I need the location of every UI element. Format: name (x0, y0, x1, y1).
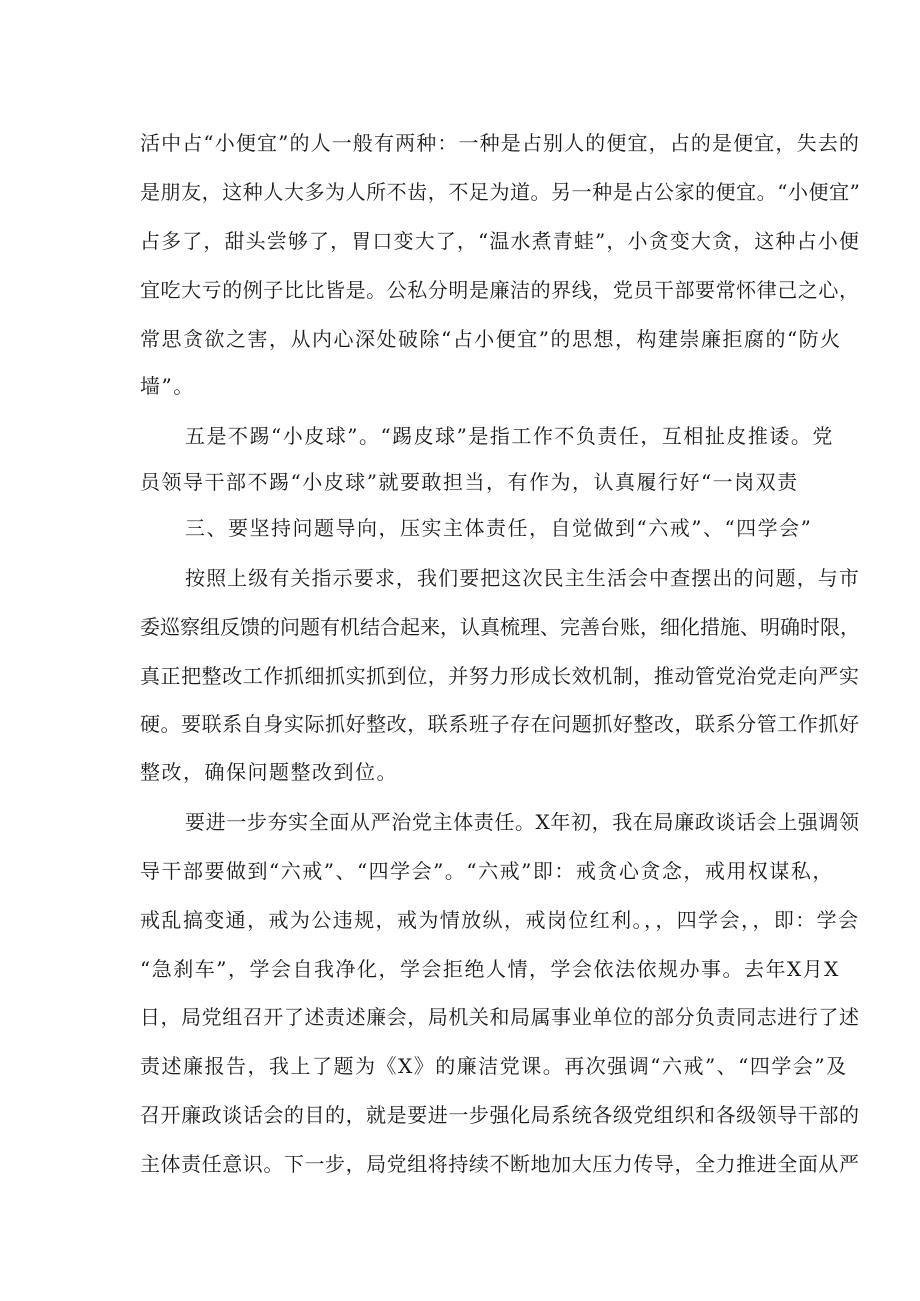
paragraph-line: 按照上级有关指示要求，我们要把这次民主生活会中查摆出的问题，与市 (185, 566, 860, 590)
paragraph-line: 占多了，甜头尝够了，胃口变大了，“温水煮青蛙”，小贪变大贪，这种占小便 (140, 229, 860, 253)
paragraph-line: 五是不踢“小皮球”。“踢皮球”是指工作不负责任，互相扯皮推诿。党 (185, 424, 834, 448)
paragraph-line: 主体责任意识。下一步，局党组将持续不断地加大压力传导，全力推进全面从严 (140, 1152, 860, 1176)
paragraph-line: 硬。要联系自身实际抓好整改，联系班子存在问题抓好整改，联系分管工作抓好 (140, 712, 860, 736)
paragraph-line: 导干部要做到“六戒”、“四学会”。“六戒”即：戒贪心贪念，戒用权谋私， (140, 859, 834, 883)
paragraph-line: 日，局党组召开了述责述廉会，局机关和局属事业单位的部分负责同志进行了述 (140, 1005, 860, 1029)
paragraph-line: 委巡察组反馈的问题有机结合起来，认真梳理、完善台账，细化措施、明确时限， (140, 615, 860, 639)
paragraph-line: 墙”。 (140, 374, 195, 398)
paragraph-line: 宜吃大亏的例子比比皆是。公私分明是廉洁的界线，党员干部要常怀律己之心， (140, 278, 860, 302)
paragraph-line: 责述廉报告，我上了题为《X》的廉洁党课。再次强调“六戒”、“四学会”及 (140, 1054, 848, 1078)
paragraph-line: 常思贪欲之害，从内心深处破除“占小便宜”的思想，构建崇廉拒腐的“防火 (140, 327, 842, 351)
paragraph-line: 戒乱搞变通，戒为公违规，戒为情放纵，戒岗位红利。，，四学会，，即：学会 (140, 908, 860, 932)
paragraph-line: 要进一步夯实全面从严治党主体责任。X年初，我在局廉政谈话会上强调领 (185, 810, 860, 834)
paragraph-line: 是朋友，这种人大多为人所不齿，不足为道。另一种是占公家的便宜。“小便宜” (140, 180, 861, 204)
paragraph-line: “急刹车”，学会自我净化，学会拒绝人情，学会依法依规办事。去年X月X (140, 957, 840, 981)
section-heading: 三、要坚持问题导向，压实主体责任，自觉做到“六戒”、“四学会” (185, 516, 813, 540)
paragraph-line: 活中占“小便宜”的人一般有两种：一种是占别人的便宜，占的是便宜，失去的 (140, 131, 860, 155)
paragraph-line: 召开廉政谈话会的目的，就是要进一步强化局系统各级党组织和各级领导干部的 (140, 1103, 860, 1127)
paragraph-line: 员领导干部不踢“小皮球”就要敢担当，有作为，认真履行好“一岗双责 (140, 470, 799, 494)
paragraph-line: 真正把整改工作抓细抓实抓到位，并努力形成长效机制，推动管党治党走向严实 (140, 664, 860, 688)
paragraph-line: 整改，确保问题整改到位。 (140, 760, 398, 784)
